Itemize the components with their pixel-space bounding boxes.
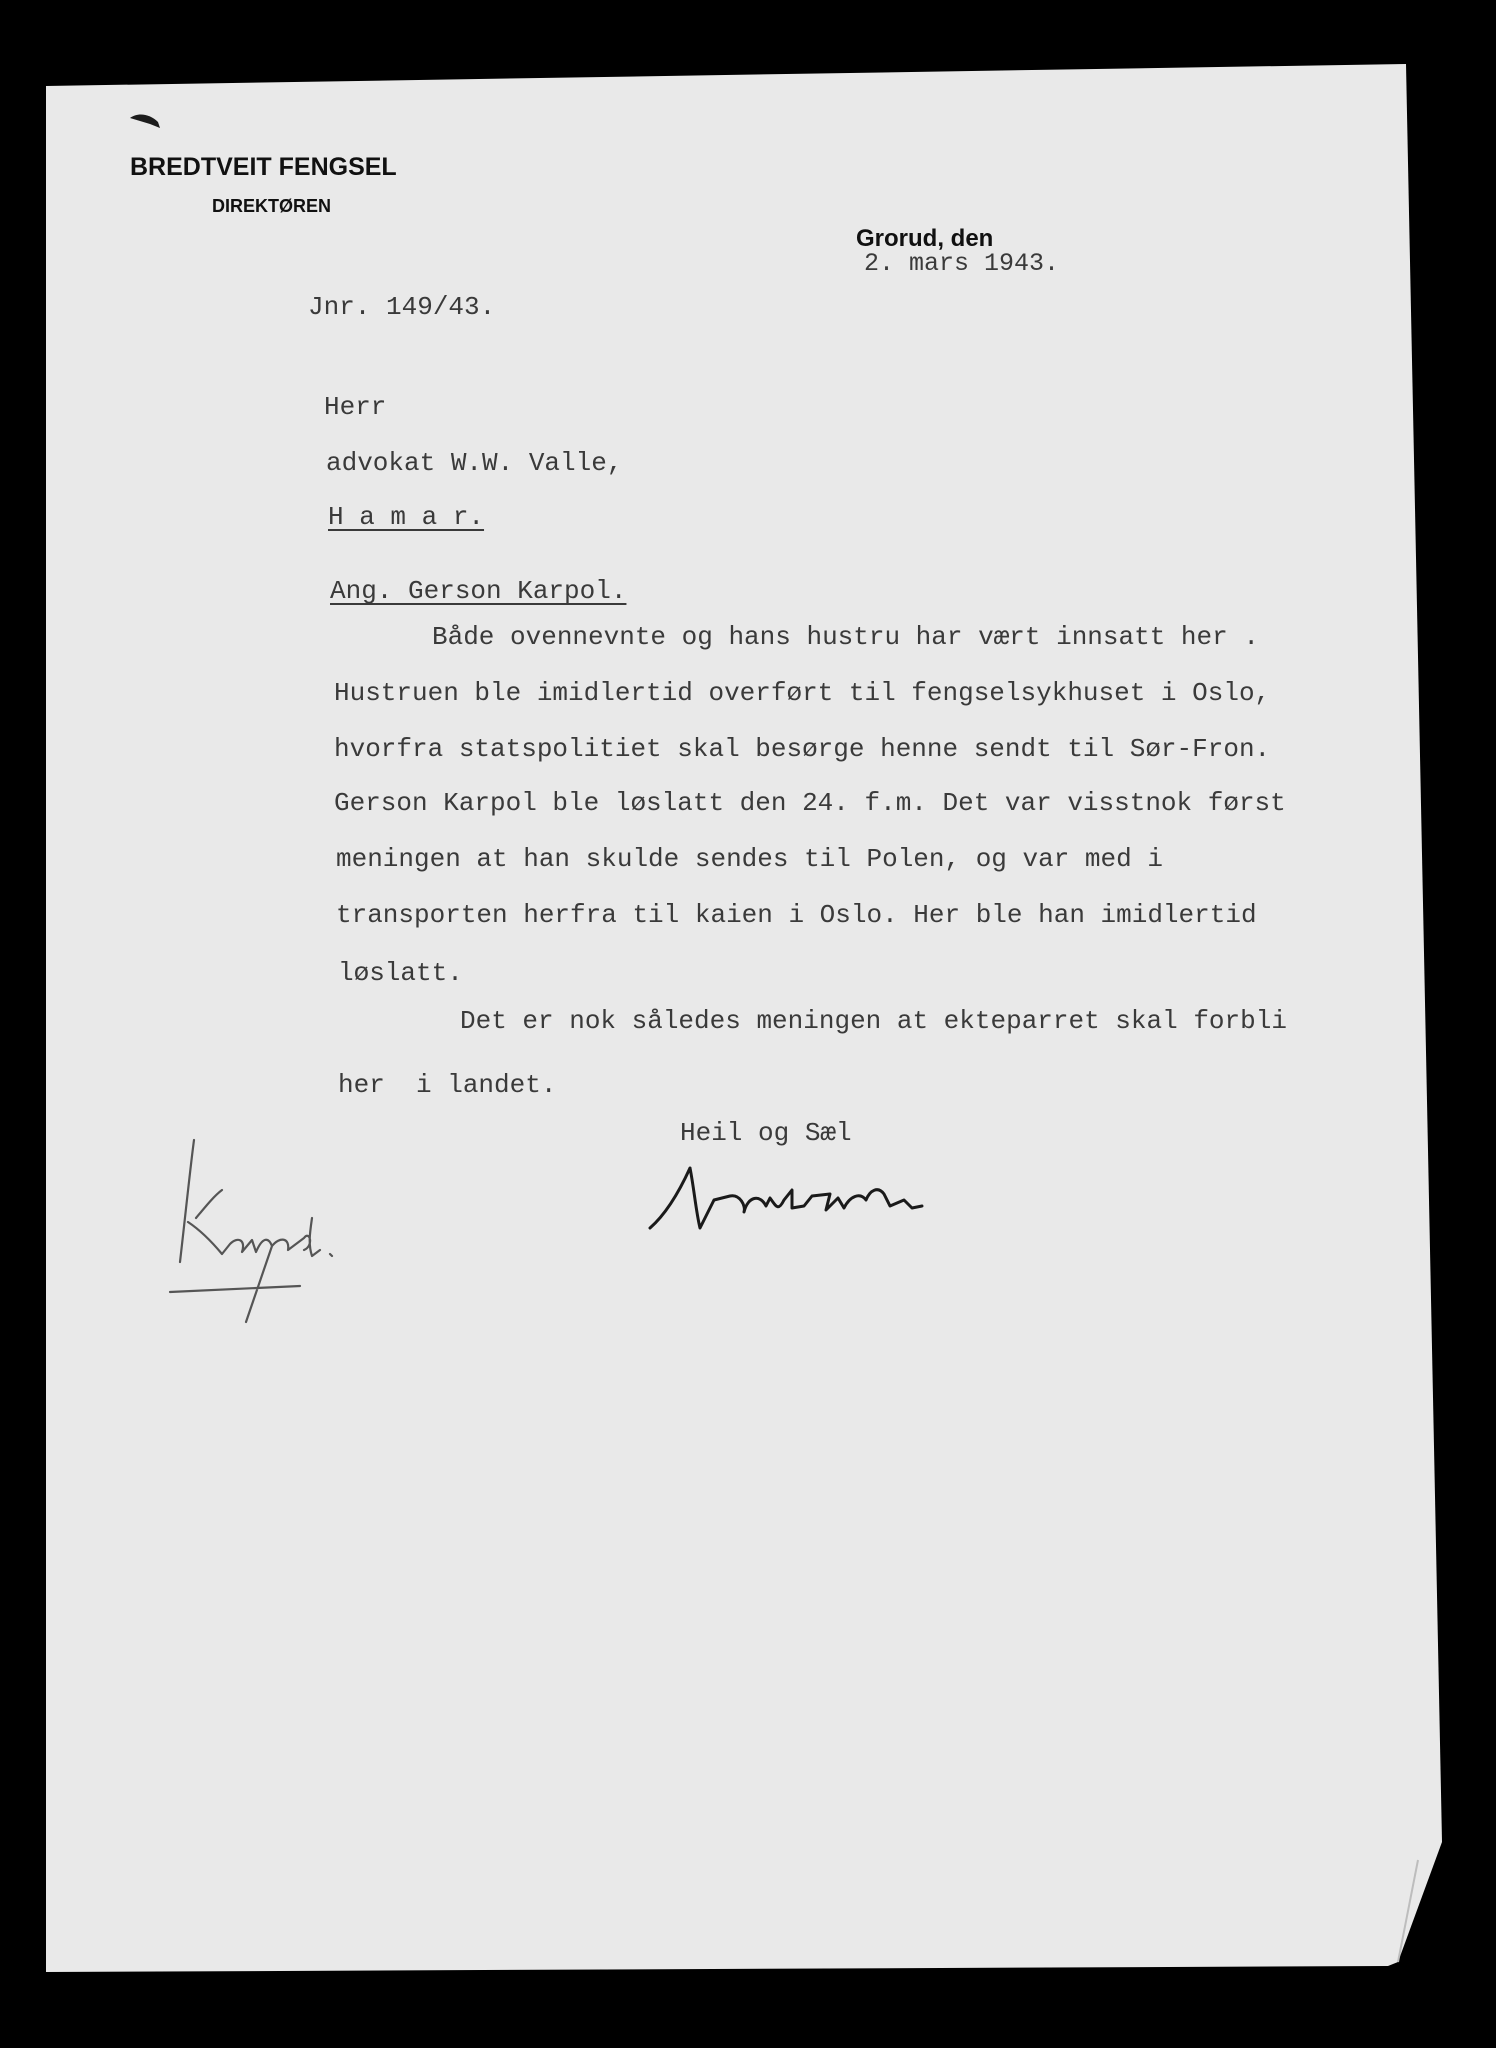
body-line: Gerson Karpol ble løslatt den 24. f.m. Det var visstnok først: [334, 788, 1286, 818]
dateline-date: 2. mars 1943.: [864, 249, 1060, 278]
body-line: her i landet.: [338, 1070, 557, 1100]
body-line: hvorfra statspolitiet skal besørge henne sendt til Sør-Fron.: [334, 734, 1271, 764]
recipient-salutation: Herr: [324, 392, 387, 422]
dateline-place: Grorud, den: [856, 225, 994, 252]
body-line: Både ovennevnte og hans hustru har vært innsatt her .: [432, 622, 1259, 652]
closing: Heil og Sæl: [680, 1118, 852, 1148]
body-line: løslatt.: [338, 958, 463, 988]
journal-number: Jnr. 149/43.: [308, 292, 496, 322]
body-line: Hustruen ble imidlertid overført til fengselsykhuset i Oslo,: [334, 678, 1271, 708]
body-line: meningen at han skulde sendes til Polen, og var med i: [336, 844, 1163, 874]
body-line: transporten herfra til kaien i Oslo. Her ble han imidlertid: [336, 900, 1257, 930]
body-line: Det er nok således meningen at ekteparret skal forbli: [460, 1006, 1287, 1036]
letterhead-office: DIREKTØREN: [212, 196, 332, 216]
recipient-city: H a m a r.: [328, 502, 485, 532]
subject-line: Ang. Gerson Karpol.: [330, 576, 627, 606]
recipient-name: advokat W.W. Valle,: [326, 448, 623, 478]
letterhead-institution: BREDTVEIT FENGSEL: [130, 153, 397, 181]
